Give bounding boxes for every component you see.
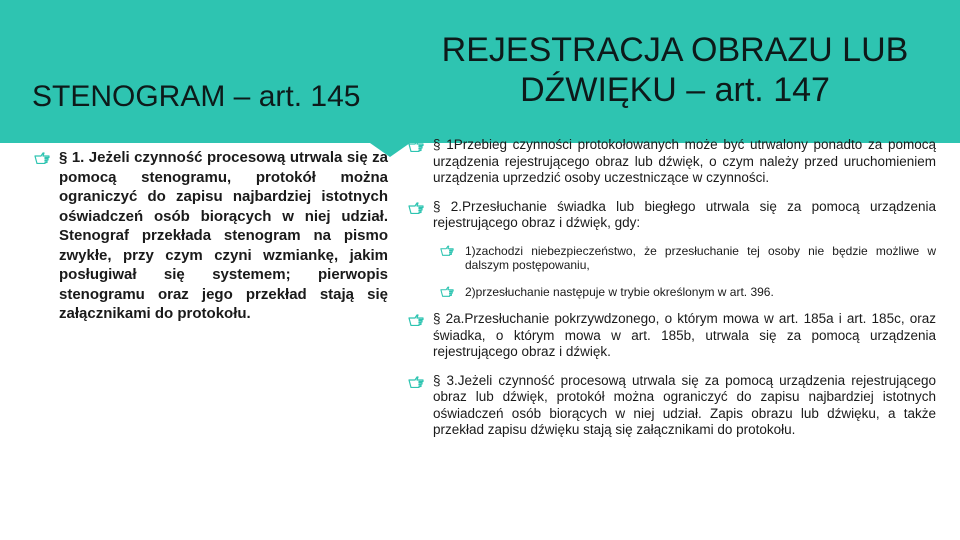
bullet-text: § 2.Przesłuchanie świadka lub biegłego utrwala się za pomocą urządzenia rejestrującego obraz i dźwięk, gdy: xyxy=(433,198,936,230)
sub-list-item xyxy=(440,244,936,273)
right-column xyxy=(408,137,936,451)
bullet-text: § 2a.Przesłuchanie pokrzywdzonego, o którym mowa w art. 185a i art. 185c, oraz świadka, o którym mowa w art. 185b, utrwala się za pomocą urządzenia rejestrującego obraz i dźwięk. xyxy=(433,311,936,359)
hand-pointer-icon xyxy=(440,286,454,297)
left-column xyxy=(34,148,388,324)
list-item xyxy=(408,311,936,361)
hand-pointer-icon xyxy=(408,314,424,326)
list-item xyxy=(408,373,936,439)
list-item xyxy=(34,148,388,324)
hand-pointer-icon xyxy=(408,140,424,152)
bullet-text: § 3.Jeżeli czynność procesową utrwala się za pomocą urządzenia rejestrującego obraz lub dźwięk, protokół można ograniczyć do zapisu najbardziej istotnych oświadczeń osób biorących w niej udział. Zapis obrazu lub dźwięku, a także przekład zapisu dźwięku stają się załącznikami do protokołu. xyxy=(433,372,936,437)
title-stenogram: STENOGRAM – art. 145 xyxy=(32,80,361,113)
list-item xyxy=(408,199,936,232)
hand-pointer-icon xyxy=(408,376,424,388)
hand-pointer-icon xyxy=(34,152,50,164)
bullet-text: § 1Przebieg czynności protokołowanych może być utrwalony ponadto za pomocą urządzenia rejestrującego obraz lub dźwięk, o czym należy przed uruchomieniem urządzenia uprzedzić osoby uczestniczące w czynności. xyxy=(433,137,936,185)
sub-bullet-text: 2)przesłuchanie następuje w trybie określonym w art. 396. xyxy=(465,284,774,299)
sub-list-item xyxy=(440,285,936,300)
list-item xyxy=(408,137,936,187)
bullet-text: § 1. Jeżeli czynność procesową utrwala się za pomocą stenogramu, protokół można ograniczyć do zapisu najbardziej istotnych oświadczeń osób biorących w niej udział. Stenograf przekłada stenogram na pismo zwykłe, przy czym czyni wzmiankę, jakim posługiwał się systemem; pierwopis stenogramu oraz jego przekład stają się załącznikami do protokołu. xyxy=(59,149,388,322)
hand-pointer-icon xyxy=(440,245,454,256)
hand-pointer-icon xyxy=(408,202,424,214)
sub-bullet-text: 1)zachodzi niebezpieczeństwo, że przesłuchanie tej osoby nie będzie możliwe w dalszym postępowaniu, xyxy=(465,243,936,272)
title-rejestracja: REJESTRACJA OBRAZU LUB DŹWIĘKU – art. 147 xyxy=(441,31,909,109)
